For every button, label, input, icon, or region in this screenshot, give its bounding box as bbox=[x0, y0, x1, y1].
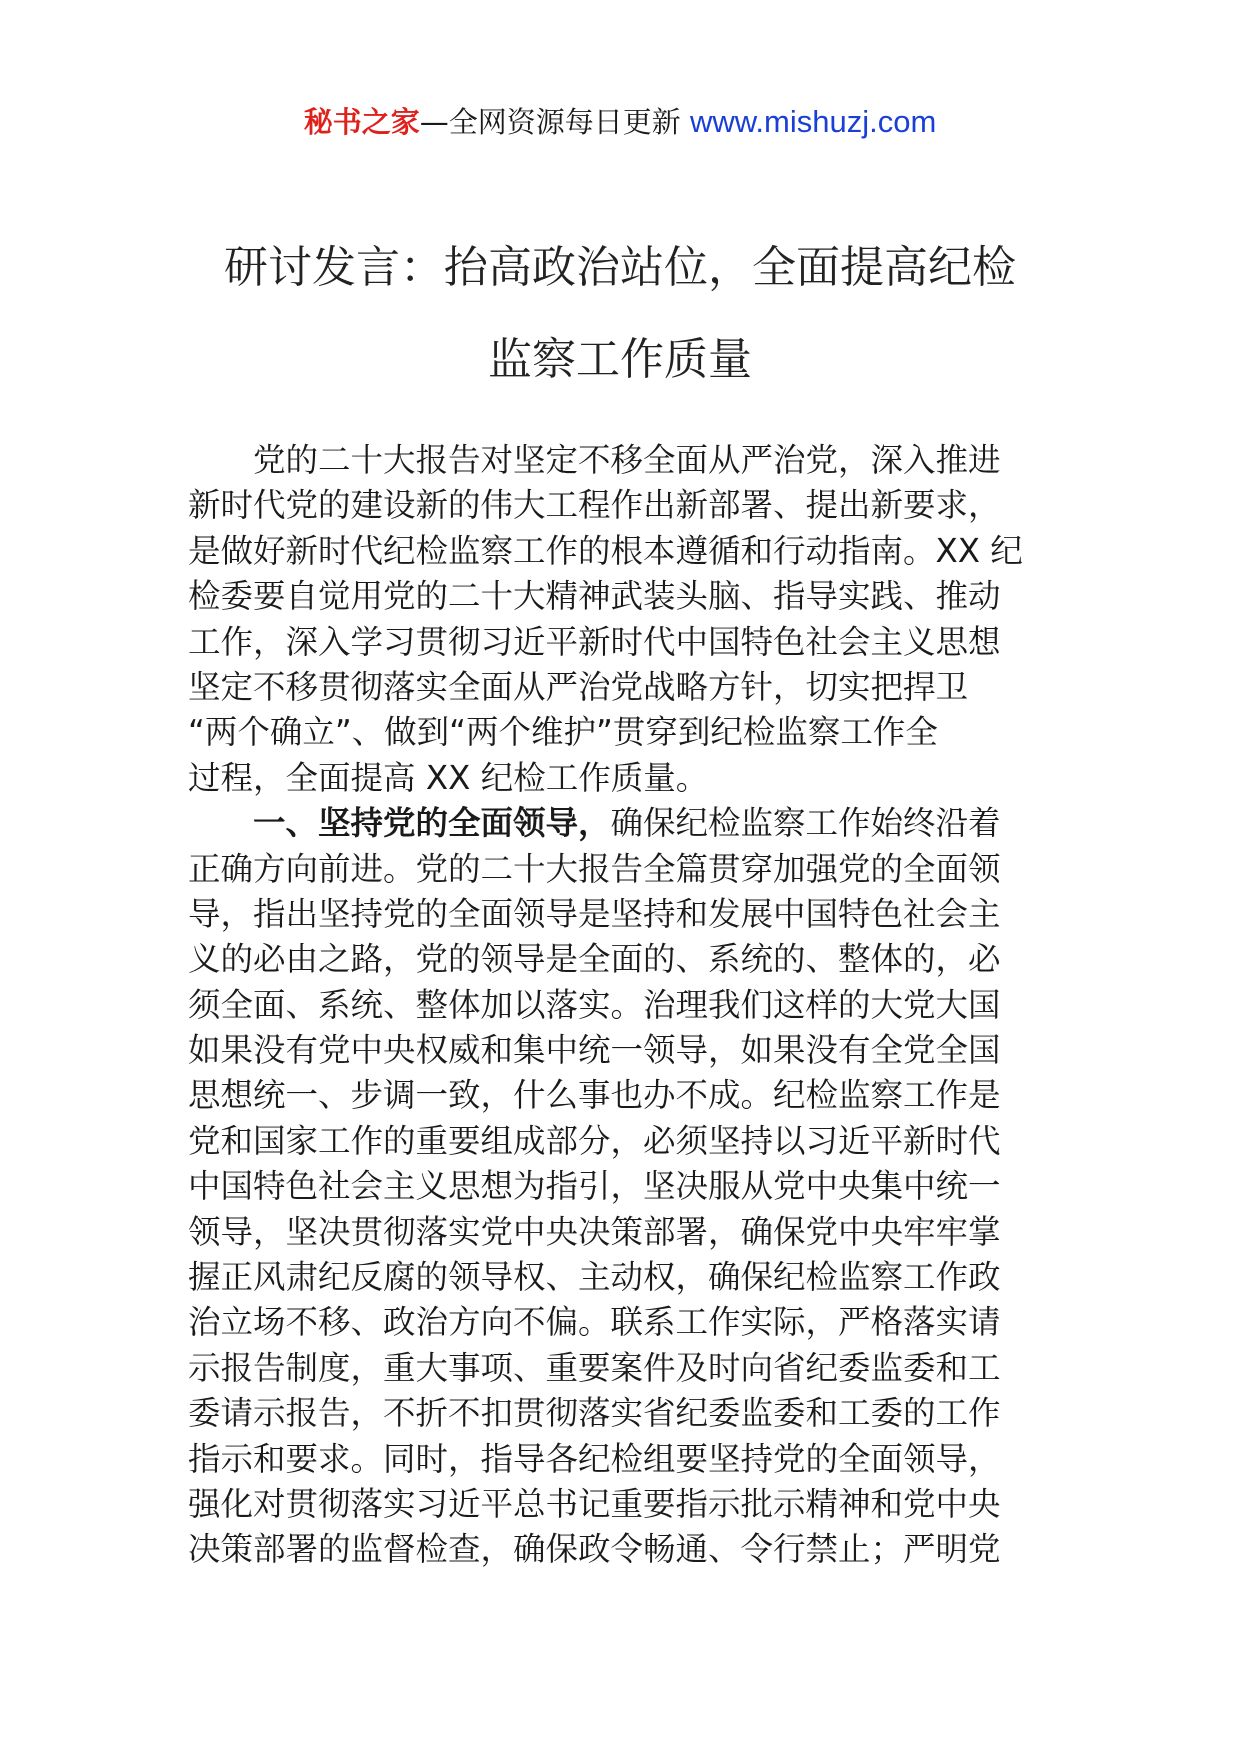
body-line: 党和国家工作的重要组成部分，必须坚持以习近平新时代 bbox=[188, 1121, 1001, 1160]
body-line: 握正风肃纪反腐的领导权、主动权，确保纪检监察工作政 bbox=[188, 1258, 1001, 1297]
site-header bbox=[0, 102, 1240, 142]
body-line: 须全面、系统、整体加以落实。治理我们这样的大党大国 bbox=[188, 985, 1001, 1024]
body-line: 领导，坚决贯彻落实党中央决策部署，确保党中央牢牢掌 bbox=[188, 1212, 1001, 1251]
body-line: 如果没有党中央权威和集中统一领导，如果没有全党全国 bbox=[188, 1031, 1001, 1070]
body-line: 坚定不移贯彻落实全面从严治党战略方针，切实把捍卫 bbox=[188, 667, 969, 706]
body-line: “两个确立”、做到“两个维护”贯穿到纪检监察工作全 bbox=[188, 713, 938, 752]
body-line: 党的二十大报告对坚定不移全面从严治党，深入推进 bbox=[253, 441, 1001, 479]
brand-name: 秘书之家 bbox=[303, 105, 420, 139]
body-line: 工作，深入学习贯彻习近平新时代中国特色社会主义思想 bbox=[188, 622, 1001, 661]
title-line-2: 监察工作质量 bbox=[488, 334, 752, 385]
body-line: 治立场不移、政治方向不偏。联系工作实际，严格落实请 bbox=[188, 1303, 1001, 1342]
body-line: 正确方向前进。党的二十大报告全篇贯穿加强党的全面领 bbox=[188, 849, 1001, 888]
body-line: 新时代党的建设新的伟大工程作出新部署、提出新要求， bbox=[188, 486, 1001, 525]
document-body bbox=[188, 438, 1058, 1573]
body-line: 义的必由之路，党的领导是全面的、系统的、整体的，必 bbox=[188, 940, 1001, 979]
site-url-link[interactable]: www.mishuzj.com bbox=[689, 104, 937, 139]
body-line: 过程，全面提高 XX 纪检工作质量。 bbox=[188, 758, 709, 797]
section-first-line bbox=[188, 801, 1058, 846]
body-line: 委请示报告，不折不扣贯彻落实省纪委监委和工委的工作 bbox=[188, 1394, 1001, 1433]
body-line: 指示和要求。同时，指导各纪检组要坚持党的全面领导， bbox=[188, 1439, 1001, 1478]
body-line: 检委要自觉用党的二十大精神武装头脑、指导实践、推动 bbox=[188, 577, 1001, 616]
body-line: 示报告制度，重大事项、重要案件及时向省纪委监委和工 bbox=[188, 1348, 1001, 1387]
body-line: 决策部署的监督检查，确保政令畅通、令行禁止；严明党 bbox=[188, 1530, 1001, 1569]
document-title bbox=[150, 222, 1090, 406]
title-line-1: 研讨发言：抬高政治站位，全面提高纪检 bbox=[224, 242, 1016, 293]
section-first-line-rest: 确保纪检监察工作始终沿着 bbox=[610, 804, 1001, 843]
site-slogan: —全网资源每日更新 bbox=[419, 105, 681, 139]
body-line: 中国特色社会主义思想为指引，坚决服从党中央集中统一 bbox=[188, 1167, 1001, 1206]
body-line: 是做好新时代纪检监察工作的根本遵循和行动指南。XX 纪 bbox=[188, 531, 1023, 570]
body-line: 思想统一、步调一致，什么事也办不成。纪检监察工作是 bbox=[188, 1076, 1001, 1115]
body-line: 强化对贯彻落实习近平总书记重要指示批示精神和党中央 bbox=[188, 1484, 1001, 1523]
body-line: 导，指出坚持党的全面领导是坚持和发展中国特色社会主 bbox=[188, 894, 1001, 933]
section-heading: 一、坚持党的全面领导， bbox=[253, 804, 611, 843]
